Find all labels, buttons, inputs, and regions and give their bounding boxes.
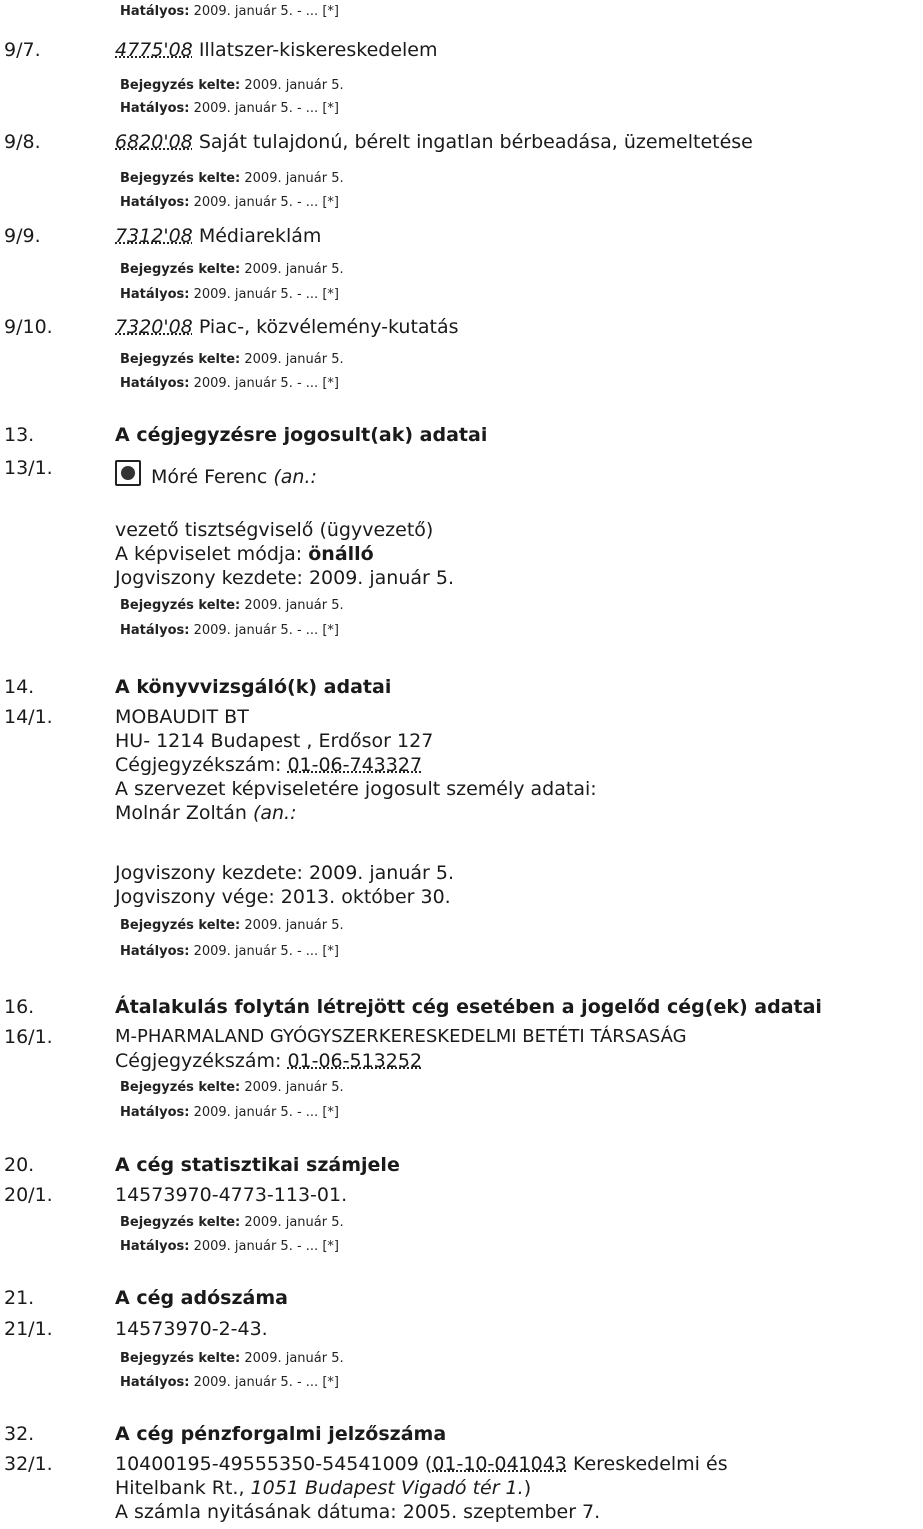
relationship-start: Jogviszony kezdete: 2009. január 5. <box>115 567 455 589</box>
predecessor-company: M-PHARMALAND GYÓGYSZERKERESKEDELMI BETÉTI TÁRSASÁG <box>115 1026 687 1047</box>
section-title: A könyvvizsgáló(k) adatai <box>115 676 392 698</box>
section-title: A cég statisztikai számjele <box>115 1154 400 1176</box>
effective-line: Hatályos: 2009. január 5. - ... [*] <box>120 195 339 210</box>
bank-reg-link[interactable]: 01-10-041043 <box>432 1453 567 1475</box>
effective-label: Hatályos: <box>120 4 190 19</box>
relationship-start: Jogviszony kezdete: 2009. január 5. <box>115 862 455 884</box>
section-title: A cég adószáma <box>115 1287 288 1309</box>
reg-number-link[interactable]: 01-06-743327 <box>287 754 423 776</box>
registration-date-line: Bejegyzés kelte: 2009. január 5. <box>120 262 344 277</box>
registration-date-line: Bejegyzés kelte: 2009. január 5. <box>120 1215 344 1230</box>
section-title: A cégjegyzésre jogosult(ak) adatai <box>115 424 488 446</box>
teaor-code-link[interactable]: 7320'08 <box>115 316 193 338</box>
tax-number: 14573970-2-43. <box>115 1318 268 1340</box>
registration-date-line: Bejegyzés kelte: 2009. január 5. <box>120 598 344 613</box>
activity-description: Piac-, közvélemény-kutatás <box>198 316 459 338</box>
teaor-code-link[interactable]: 7312'08 <box>115 225 193 247</box>
teaor-code-link[interactable]: 6820'08 <box>115 131 193 153</box>
section-title: Átalakulás folytán létrejött cég esetében a jogelőd cég(ek) adatai <box>115 996 822 1018</box>
activity-description: Médiareklám <box>198 225 322 247</box>
item-number: 9/7. <box>4 39 41 61</box>
registration-date-line: Bejegyzés kelte: 2009. január 5. <box>120 352 344 367</box>
representation-mode: A képviselet módja: önálló <box>115 543 374 565</box>
effective-line: Hatályos: 2009. január 5. - ... [*] <box>120 376 339 391</box>
section-number: 21. <box>4 1287 35 1309</box>
section-title: A cég pénzforgalmi jelzőszáma <box>115 1423 447 1445</box>
activity-description: Illatszer-kiskereskedelem <box>198 39 438 61</box>
effective-line: Hatályos: 2009. január 5. - ... [*] <box>120 287 339 302</box>
effective-line: Hatályos: 2009. január 5. - ... [*] <box>120 623 339 638</box>
item-number: 20/1. <box>4 1184 53 1206</box>
relationship-end: Jogviszony vége: 2013. október 30. <box>115 886 451 908</box>
section-number: 20. <box>4 1154 35 1176</box>
item-number: 9/10. <box>4 316 53 338</box>
effective-line: Hatályos: 2009. január 5. - ... [*] <box>120 1239 339 1254</box>
auditor-company: MOBAUDIT BT <box>115 706 249 728</box>
mother-name-label: (an.: <box>273 466 317 488</box>
seal-icon[interactable] <box>115 460 141 486</box>
item-number: 21/1. <box>4 1318 53 1340</box>
section-number: 13. <box>4 424 35 446</box>
section-number: 32. <box>4 1423 35 1445</box>
effective-line: Hatályos: 2009. január 5. - ... [*] <box>120 101 339 116</box>
effective-value: 2009. január 5. - ... [*] <box>193 4 339 19</box>
representative-name: Molnár Zoltán (an.: <box>115 802 297 824</box>
role-text: vezető tisztségviselő (ügyvezető) <box>115 519 434 541</box>
teaor-code-link[interactable]: 4775'08 <box>115 39 193 61</box>
auditor-address: HU- 1214 Budapest , Erdősor 127 <box>115 730 434 752</box>
effective-line: Hatályos: 2009. január 5. - ... [*] <box>120 1375 339 1390</box>
registration-date-line: Bejegyzés kelte: 2009. január 5. <box>120 1080 344 1095</box>
registration-date-line: Bejegyzés kelte: 2009. január 5. <box>120 918 344 933</box>
bank-line: Hitelbank Rt., 1051 Budapest Vigadó tér 1.) <box>115 1477 532 1499</box>
section-number: 14. <box>4 676 35 698</box>
account-opened-date: A számla nyitásának dátuma: 2005. szeptember 7. <box>115 1501 601 1523</box>
effective-line: Hatályos: 2009. január 5. - ... [*] <box>120 944 339 959</box>
activity-description: Saját tulajdonú, bérelt ingatlan bérbeadása, üzemeltetése <box>198 131 753 153</box>
predecessor-reg-number: Cégjegyzékszám: 01-06-513252 <box>115 1050 423 1072</box>
statistical-number: 14573970-4773-113-01. <box>115 1184 348 1206</box>
registration-date-line: Bejegyzés kelte: 2009. január 5. <box>120 171 344 186</box>
section-number: 16. <box>4 996 35 1018</box>
item-number: 13/1. <box>4 457 53 479</box>
registration-date-line: Bejegyzés kelte: 2009. január 5. <box>120 1351 344 1366</box>
item-number: 32/1. <box>4 1453 53 1475</box>
auditor-reg-number: Cégjegyzékszám: 01-06-743327 <box>115 754 423 776</box>
item-number: 16/1. <box>4 1026 53 1048</box>
top-effective-line <box>120 4 339 20</box>
representative-label: A szervezet képviseletére jogosult személy adatai: <box>115 778 597 800</box>
reg-number-link[interactable]: 01-06-513252 <box>287 1050 423 1072</box>
item-number: 14/1. <box>4 706 53 728</box>
signatory-name: Móré Ferenc <box>151 466 268 488</box>
item-number: 9/8. <box>4 131 41 153</box>
effective-line: Hatályos: 2009. január 5. - ... [*] <box>120 1105 339 1120</box>
account-number-line: 10400195-49555350-54541009 (01-10-041043 Kereskedelmi és <box>115 1453 728 1475</box>
registration-date-line: Bejegyzés kelte: 2009. január 5. <box>120 78 344 93</box>
item-number: 9/9. <box>4 225 41 247</box>
